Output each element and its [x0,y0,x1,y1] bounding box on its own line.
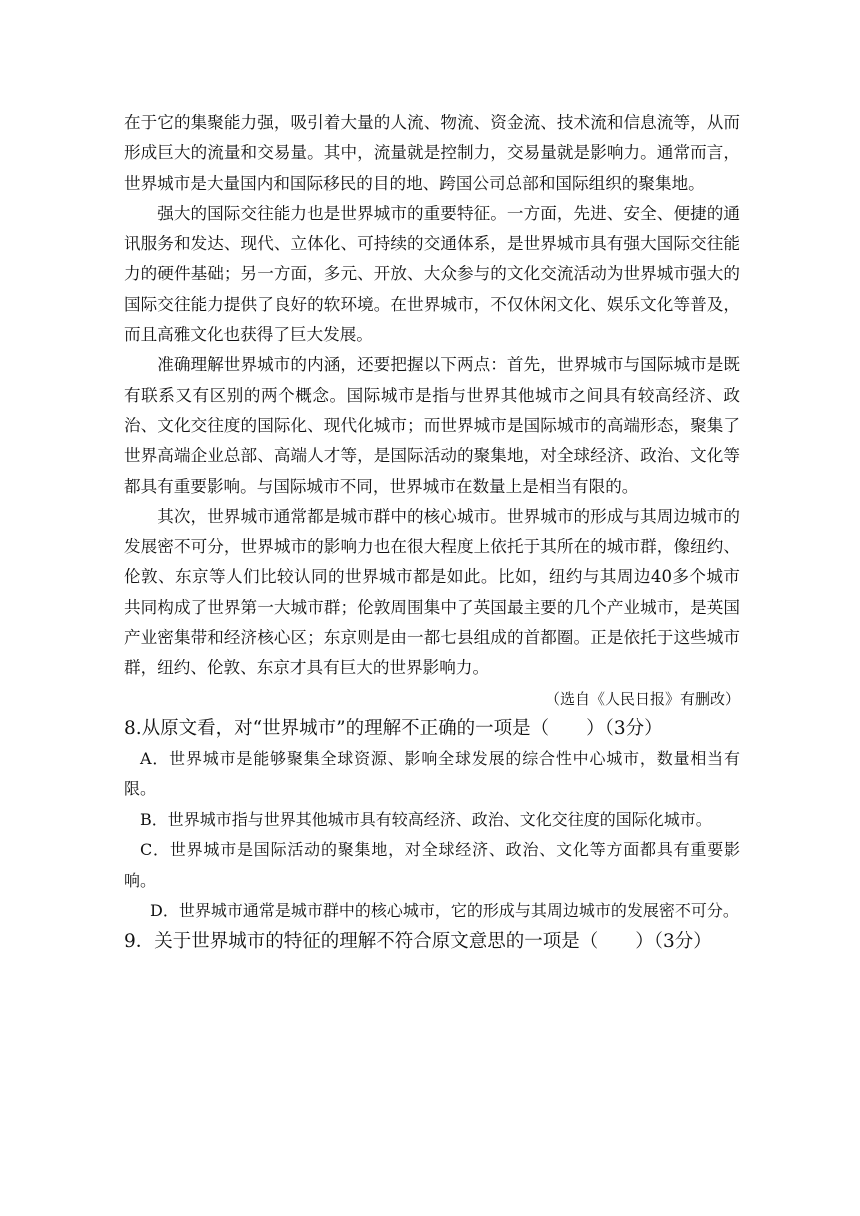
passage-paragraph-4: 其次，世界城市通常都是城市群中的核心城市。世界城市的形成与其周边城市的发展密不可分，世界城市的影响力也在很大程度上依托于其所在的城市群，像纽约、伦敦、东京等人们比较认同的世界城市都是如此。比如，纽约与其周边40多个城市共同构成了世界第一大城市群；伦敦周围集中了英国最主要的几个产业城市，是英国产业密集带和经济核心区；东京则是由一都七县组成的首都圈。正是依托于这些城市群，纽约、伦敦、东京才具有巨大的世界影响力。 [124,506,740,678]
question-8-stem: 8.从原文看，对“世界城市”的理解不正确的一项是（ ）（3分） [124,717,663,739]
question-9 [124,927,740,957]
question-8 [124,714,740,927]
question-8-option-b: B．世界城市指与世界其他城市具有较高经济、政治、文化交往度的国际化城市。 [140,809,712,829]
passage-paragraph-2: 强大的国际交往能力也是世界城市的重要特征。一方面，先进、安全、便捷的通讯服务和发达、现代、立体化、可持续的交通体系，是世界城市具有强大国际交往能力的硬件基础；另一方面，多元、开放、大众参与的文化交流活动为世界城市强大的国际交往能力提供了良好的软环境。在世界城市，不仅休闲文化、娱乐文化等普及，而且高雅文化也获得了巨大发展。 [124,203,740,345]
question-9-stem: 9．关于世界城市的特征的理解不符合原文意思的一项是（ ）（3分） [124,930,712,952]
passage-paragraph-1: 在于它的集聚能力强，吸引着大量的人流、物流、资金流、技术流和信息流等，从而形成巨大的流量和交易量。其中，流量就是控制力，交易量就是影响力。通常而言，世界城市是大量国内和国际移民的目的地、跨国公司总部和国际组织的聚集地。 [124,113,740,193]
exam-page [124,108,740,957]
question-8-option-c: C．世界城市是国际活动的聚集地，对全球经济、政治、文化等方面都具有重要影响。 [124,840,740,890]
passage-source-note: （选自《人民日报》有删改） [544,689,740,708]
question-8-option-a: A．世界城市是能够聚集全球资源、影响全球发展的综合性中心城市，数量相当有限。 [124,748,740,799]
reading-passage [124,108,740,714]
question-8-option-d: D．世界城市通常是城市群中的核心城市，它的形成与其周边城市的发展密不可分。 [150,901,739,921]
passage-paragraph-3: 准确理解世界城市的内涵，还要把握以下两点：首先，世界城市与国际城市是既有联系又有区别的两个概念。国际城市是指与世界其他城市之间具有较高经济、政治、文化交往度的国际化、现代化城市；而世界城市是国际城市的高端形态，聚集了世界高端企业总部、高端人才等，是国际活动的聚集地，对全球经济、政治、文化等都具有重要影响。与国际城市不同，世界城市在数量上是相当有限的。 [124,355,740,496]
